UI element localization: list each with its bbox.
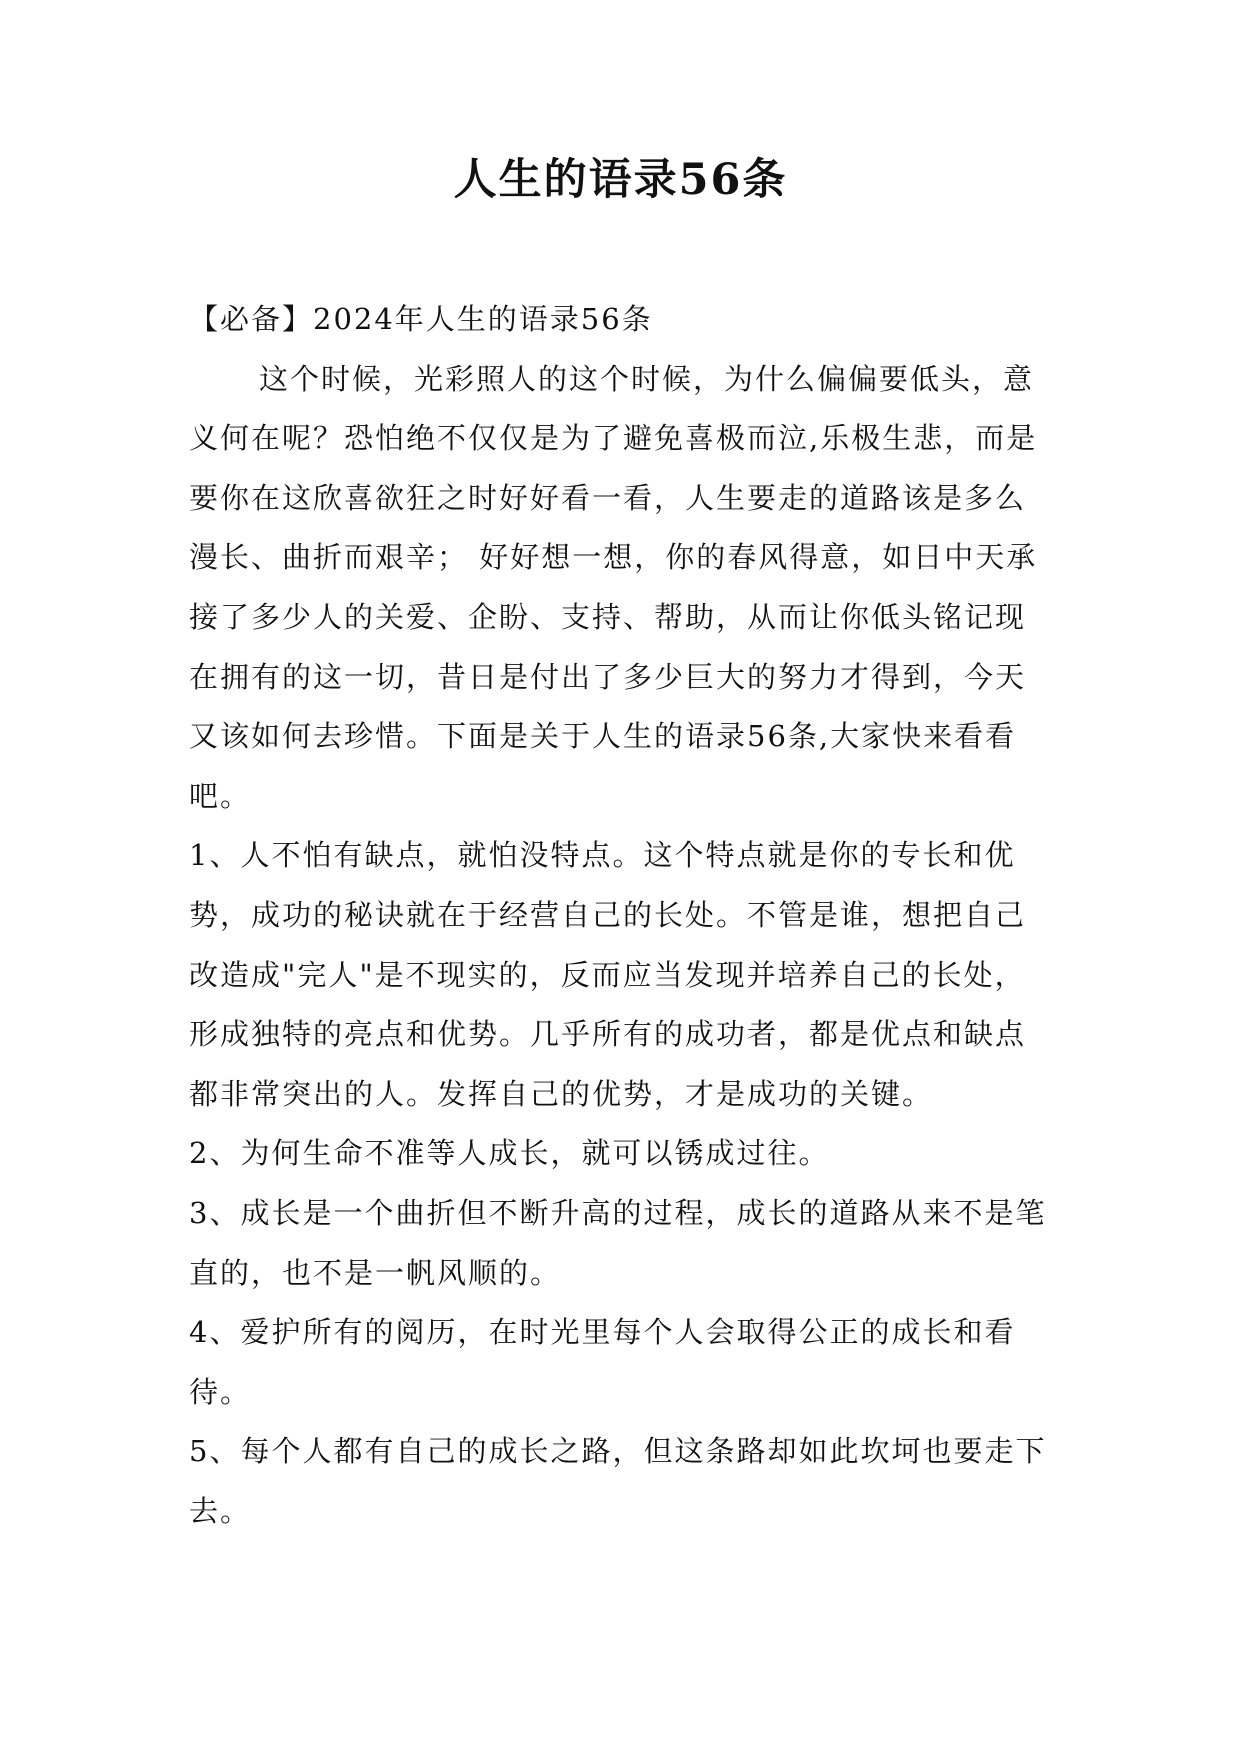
document-subtitle: 【必备】2024年人生的语录56条: [189, 302, 653, 336]
quote-item-1: 1、人不怕有缺点，就怕没特点。这个特点就是你的专长和优势，成功的秘诀就在于经营自己的长处。不管是谁，想把自己改造成"完人"是不现实的，反而应当发现并培养自己的长处，形成独特的亮点和优势。几乎所有的成功者，都是优点和缺点都非常突出的人。发挥自己的优势，才是成功的关键。: [189, 838, 1027, 1111]
document-body: [189, 290, 1051, 1541]
quote-item-4: 4、爱护所有的阅历，在时光里每个人会取得公正的成长和看待。: [189, 1315, 1016, 1409]
intro-paragraph: 这个时候，光彩照人的这个时候，为什么偏偏要低头，意义何在呢？恐怕绝不仅仅是为了避免喜极而泣,乐极生悲，而是要你在这欣喜欲狂之时好好看一看，人生要走的道路该是多么漫长、曲折而艰辛； 好好想一想，你的春风得意，如日中天承接了多少人的关爱、企盼、支持、帮助，从而让你低头铭记现在拥有的这一切，昔日是付出了多少巨大的努力才得到，今天又该如何去珍惜。下面是关于人生的语录56条,大家快来看看吧。: [189, 361, 1038, 813]
quote-item-5: 5、每个人都有自己的成长之路，但这条路却如此坎坷也要走下去。: [189, 1434, 1047, 1528]
quote-item-2: 2、为何生命不准等人成长，就可以锈成过往。: [189, 1136, 830, 1171]
quote-item-3: 3、成长是一个曲折但不断升高的过程，成长的道路从来不是笔直的，也不是一帆风顺的。: [189, 1195, 1047, 1290]
document-title: 人生的语录56条: [453, 155, 788, 205]
